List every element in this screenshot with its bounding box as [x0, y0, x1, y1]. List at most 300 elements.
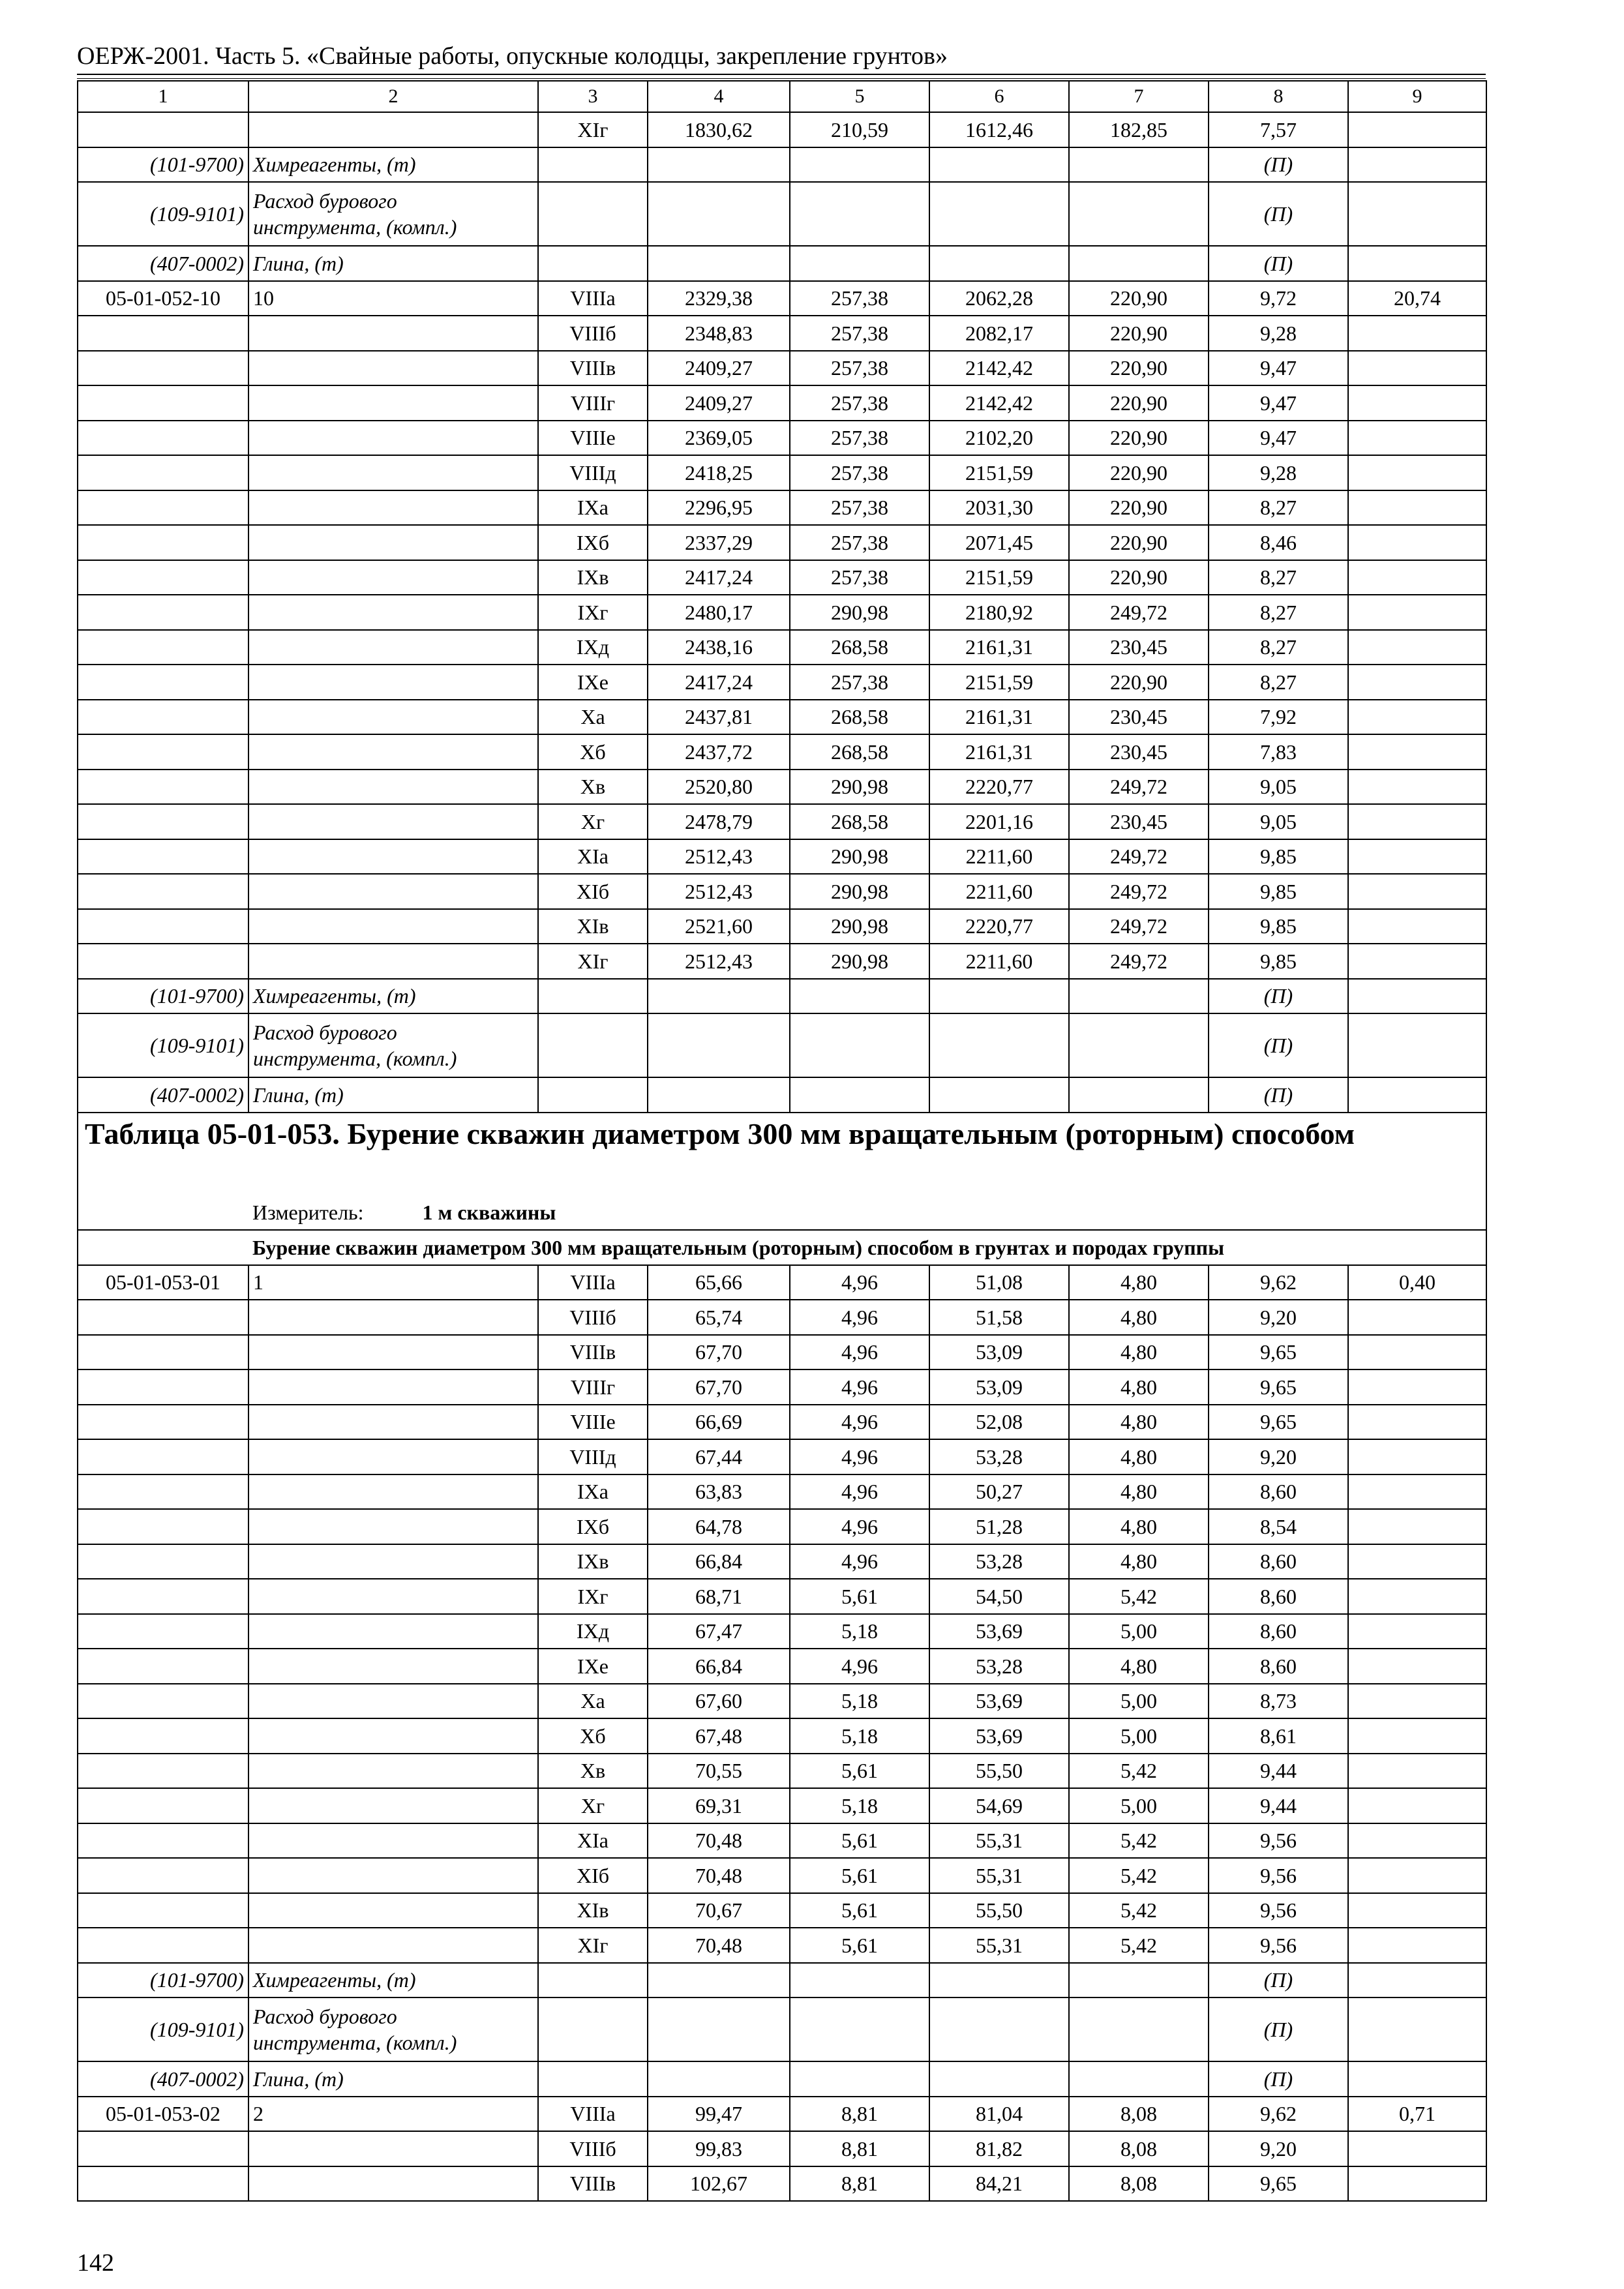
table-row	[78, 1928, 1486, 1963]
empty-cell	[78, 1509, 248, 1544]
empty-cell	[78, 1579, 248, 1614]
empty-cell	[248, 1928, 538, 1963]
value-cell: 2437,72	[648, 734, 790, 770]
value-cell: 53,28	[929, 1439, 1069, 1474]
value-cell: 8,73	[1209, 1684, 1348, 1719]
value-cell: 2438,16	[648, 630, 790, 665]
value-cell: 4,96	[790, 1509, 929, 1544]
rate-name: 2	[248, 2097, 538, 2132]
soil-class: Xв	[538, 1754, 648, 1789]
value-cell: 2161,31	[929, 630, 1069, 665]
empty-cell	[1348, 1509, 1486, 1544]
value-cell: 2520,80	[648, 770, 790, 805]
value-cell: 257,38	[790, 490, 929, 526]
value-cell: 5,61	[790, 1858, 929, 1893]
soil-class: VIIIа	[538, 281, 648, 316]
value-cell: 70,67	[648, 1893, 790, 1928]
empty-cell	[78, 351, 248, 386]
value-cell: 55,31	[929, 1928, 1069, 1963]
value-cell: 220,90	[1069, 455, 1209, 490]
empty-cell	[1348, 490, 1486, 526]
value-cell: 2151,59	[929, 665, 1069, 700]
value-cell: 2512,43	[648, 839, 790, 875]
value-cell: 5,18	[790, 1614, 929, 1649]
empty-cell	[1348, 1300, 1486, 1335]
soil-class: IXд	[538, 1614, 648, 1649]
value-cell: 268,58	[790, 700, 929, 735]
table-row	[78, 1579, 1486, 1614]
resource-name	[248, 1963, 538, 1998]
empty-cell	[78, 1754, 248, 1789]
column-number: 9	[1348, 81, 1486, 112]
value-cell: 55,31	[929, 1858, 1069, 1893]
empty-cell	[1348, 839, 1486, 875]
empty-cell	[78, 1788, 248, 1823]
value-cell: 2102,20	[929, 421, 1069, 456]
value-cell: 8,60	[1209, 1474, 1348, 1510]
empty-cell	[1069, 1997, 1209, 2061]
empty-cell	[248, 351, 538, 386]
value-cell: 9,28	[1209, 455, 1348, 490]
value-cell: 249,72	[1069, 839, 1209, 875]
resource-name	[248, 147, 538, 183]
empty-cell	[1348, 2061, 1486, 2097]
value-cell: 2296,95	[648, 490, 790, 526]
value-cell: 8,60	[1209, 1544, 1348, 1579]
empty-cell	[248, 316, 538, 351]
resource-code: (109-9101)	[78, 182, 248, 246]
table-row	[78, 421, 1486, 456]
soil-class: IXг	[538, 1579, 648, 1614]
resource-mark: (П)	[1209, 1013, 1348, 1077]
value-cell: 53,28	[929, 1649, 1069, 1684]
empty-cell	[1348, 1858, 1486, 1893]
empty-cell	[78, 1649, 248, 1684]
empty-cell	[248, 700, 538, 735]
value-cell: 230,45	[1069, 700, 1209, 735]
column-number: 4	[648, 81, 790, 112]
soil-class: Xв	[538, 770, 648, 805]
value-cell: 220,90	[1069, 665, 1209, 700]
value-cell: 5,18	[790, 1684, 929, 1719]
empty-cell	[78, 1439, 248, 1474]
empty-cell	[248, 1474, 538, 1510]
soil-class: Xа	[538, 700, 648, 735]
value-cell: 290,98	[790, 839, 929, 875]
value-cell: 66,69	[648, 1405, 790, 1440]
rate-name: 10	[248, 281, 538, 316]
column-number: 1	[78, 81, 248, 112]
empty-cell	[1348, 316, 1486, 351]
empty-cell	[648, 1997, 790, 2061]
empty-cell	[648, 182, 790, 246]
table-row	[78, 770, 1486, 805]
table-row	[78, 2097, 1486, 2132]
crew-value: 20,74	[1348, 281, 1486, 316]
table-row	[78, 944, 1486, 979]
value-cell: 2031,30	[929, 490, 1069, 526]
value-cell: 5,00	[1069, 1788, 1209, 1823]
empty-cell	[78, 630, 248, 665]
empty-cell	[929, 182, 1069, 246]
empty-cell	[248, 944, 538, 979]
soil-class: IXб	[538, 1509, 648, 1544]
value-cell: 8,08	[1069, 2166, 1209, 2202]
value-cell: 70,48	[648, 1823, 790, 1859]
rate-code: 05-01-052-10	[78, 281, 248, 316]
value-cell: 4,80	[1069, 1649, 1209, 1684]
empty-cell	[1348, 112, 1486, 147]
column-number: 5	[790, 81, 929, 112]
resource-row	[78, 1013, 1486, 1077]
empty-cell	[1348, 385, 1486, 421]
value-cell: 9,72	[1209, 281, 1348, 316]
value-cell: 2512,43	[648, 944, 790, 979]
resource-name-line: инструмента, (компл.)	[253, 1047, 457, 1070]
value-cell: 55,31	[929, 1823, 1069, 1859]
empty-cell	[248, 112, 538, 147]
value-cell: 9,65	[1209, 2166, 1348, 2202]
resource-mark: (П)	[1209, 2061, 1348, 2097]
empty-cell	[1348, 909, 1486, 944]
table-row	[78, 874, 1486, 909]
empty-cell	[78, 1474, 248, 1510]
value-cell: 9,62	[1209, 1265, 1348, 1300]
empty-cell	[538, 2061, 648, 2097]
empty-cell	[538, 1997, 648, 2061]
resource-name-line: Расход бурового	[253, 189, 397, 213]
group-heading-row	[78, 1230, 1486, 1265]
value-cell: 9,85	[1209, 839, 1348, 875]
value-cell: 249,72	[1069, 874, 1209, 909]
table-row	[78, 1788, 1486, 1823]
value-cell: 9,28	[1209, 316, 1348, 351]
empty-cell	[248, 1649, 538, 1684]
value-cell: 268,58	[790, 630, 929, 665]
empty-cell	[538, 246, 648, 281]
empty-cell	[1348, 734, 1486, 770]
resource-code: (407-0002)	[78, 1077, 248, 1113]
value-cell: 9,20	[1209, 1439, 1348, 1474]
empty-cell	[648, 1963, 790, 1998]
value-cell: 5,00	[1069, 1684, 1209, 1719]
value-cell: 8,81	[790, 2131, 929, 2166]
value-cell: 230,45	[1069, 804, 1209, 839]
value-cell: 220,90	[1069, 421, 1209, 456]
empty-cell	[78, 112, 248, 147]
value-cell: 5,61	[790, 1893, 929, 1928]
empty-cell	[248, 874, 538, 909]
empty-cell	[1348, 1439, 1486, 1474]
empty-cell	[248, 490, 538, 526]
resource-name-line: Глина, (т)	[253, 1083, 344, 1107]
empty-cell	[929, 246, 1069, 281]
soil-class: XIг	[538, 1928, 648, 1963]
empty-cell	[78, 734, 248, 770]
resource-name-line: Химреагенты, (т)	[253, 153, 416, 177]
empty-cell	[78, 1858, 248, 1893]
value-cell: 290,98	[790, 874, 929, 909]
resource-row	[78, 2061, 1486, 2097]
crew-value: 0,71	[1348, 2097, 1486, 2132]
value-cell: 2417,24	[648, 665, 790, 700]
value-cell: 66,84	[648, 1649, 790, 1684]
value-cell: 2478,79	[648, 804, 790, 839]
resource-name	[248, 1997, 538, 2061]
soil-class: VIIIб	[538, 2131, 648, 2166]
value-cell: 5,18	[790, 1788, 929, 1823]
value-cell: 2151,59	[929, 455, 1069, 490]
value-cell: 7,83	[1209, 734, 1348, 770]
empty-cell	[78, 560, 248, 595]
value-cell: 9,56	[1209, 1893, 1348, 1928]
table-row	[78, 1823, 1486, 1859]
value-cell: 1830,62	[648, 112, 790, 147]
value-cell: 67,47	[648, 1614, 790, 1649]
value-cell: 53,09	[929, 1369, 1069, 1405]
resource-name-line: Глина, (т)	[253, 2067, 344, 2091]
value-cell: 257,38	[790, 385, 929, 421]
value-cell: 257,38	[790, 525, 929, 560]
value-cell: 5,00	[1069, 1614, 1209, 1649]
value-cell: 8,46	[1209, 525, 1348, 560]
value-cell: 9,20	[1209, 1300, 1348, 1335]
empty-cell	[1348, 804, 1486, 839]
value-cell: 2369,05	[648, 421, 790, 456]
empty-cell	[248, 385, 538, 421]
table-row	[78, 1754, 1486, 1789]
value-cell: 5,61	[790, 1579, 929, 1614]
table-row	[78, 909, 1486, 944]
value-cell: 4,80	[1069, 1369, 1209, 1405]
empty-cell	[1348, 700, 1486, 735]
resource-name-line: Химреагенты, (т)	[253, 984, 416, 1008]
value-cell: 7,92	[1209, 700, 1348, 735]
rate-code: 05-01-053-01	[78, 1265, 248, 1300]
empty-cell	[1348, 1544, 1486, 1579]
value-cell: 2220,77	[929, 909, 1069, 944]
empty-cell	[248, 2131, 538, 2166]
resource-mark: (П)	[1209, 1963, 1348, 1998]
value-cell: 4,80	[1069, 1405, 1209, 1440]
soil-class: VIIIд	[538, 455, 648, 490]
table-row	[78, 1509, 1486, 1544]
resource-row	[78, 1997, 1486, 2061]
empty-cell	[78, 1928, 248, 1963]
value-cell: 220,90	[1069, 351, 1209, 386]
empty-cell	[248, 1893, 538, 1928]
empty-cell	[78, 1893, 248, 1928]
empty-cell	[1069, 147, 1209, 183]
resource-name-line: инструмента, (компл.)	[253, 215, 457, 239]
column-number: 6	[929, 81, 1069, 112]
value-cell: 7,57	[1209, 112, 1348, 147]
table-row	[78, 316, 1486, 351]
table-title-row	[78, 1113, 1486, 1195]
table-row	[78, 1474, 1486, 1510]
value-cell: 5,61	[790, 1823, 929, 1859]
empty-cell	[78, 1195, 248, 1230]
value-cell: 4,96	[790, 1649, 929, 1684]
soil-class: VIIIе	[538, 1405, 648, 1440]
resource-code: (407-0002)	[78, 246, 248, 281]
value-cell: 1612,46	[929, 112, 1069, 147]
empty-cell	[1348, 560, 1486, 595]
value-cell: 290,98	[790, 944, 929, 979]
value-cell: 2348,83	[648, 316, 790, 351]
soil-class: XIв	[538, 909, 648, 944]
empty-cell	[1348, 1474, 1486, 1510]
value-cell: 2409,27	[648, 385, 790, 421]
value-cell: 2142,42	[929, 385, 1069, 421]
soil-class: XIа	[538, 1823, 648, 1859]
empty-cell	[248, 1788, 538, 1823]
soil-class: VIIIв	[538, 351, 648, 386]
value-cell: 2211,60	[929, 944, 1069, 979]
empty-cell	[1348, 182, 1486, 246]
resource-mark: (П)	[1209, 147, 1348, 183]
value-cell: 67,60	[648, 1684, 790, 1719]
empty-cell	[1348, 1405, 1486, 1440]
value-cell: 8,81	[790, 2097, 929, 2132]
soil-class: Xг	[538, 804, 648, 839]
value-cell: 51,08	[929, 1265, 1069, 1300]
value-cell: 102,67	[648, 2166, 790, 2202]
value-cell: 5,42	[1069, 1893, 1209, 1928]
value-cell: 8,27	[1209, 630, 1348, 665]
empty-cell	[1348, 630, 1486, 665]
value-cell: 9,65	[1209, 1369, 1348, 1405]
value-cell: 9,62	[1209, 2097, 1348, 2132]
resource-row	[78, 1077, 1486, 1113]
value-cell: 257,38	[790, 665, 929, 700]
empty-cell	[1348, 944, 1486, 979]
value-cell: 68,71	[648, 1579, 790, 1614]
empty-cell	[78, 874, 248, 909]
empty-cell	[78, 595, 248, 630]
empty-cell	[790, 979, 929, 1014]
resource-name-line: Расход бурового	[253, 2005, 397, 2028]
soil-class: VIIIб	[538, 316, 648, 351]
empty-cell	[248, 455, 538, 490]
value-cell: 9,47	[1209, 421, 1348, 456]
empty-cell	[1348, 525, 1486, 560]
resource-mark: (П)	[1209, 246, 1348, 281]
value-cell: 257,38	[790, 455, 929, 490]
value-cell: 2329,38	[648, 281, 790, 316]
empty-cell	[538, 1013, 648, 1077]
value-cell: 2201,16	[929, 804, 1069, 839]
resource-row	[78, 1963, 1486, 1998]
empty-cell	[648, 147, 790, 183]
empty-cell	[78, 2131, 248, 2166]
resource-name-line: Химреагенты, (т)	[253, 1968, 416, 1992]
value-cell: 9,44	[1209, 1754, 1348, 1789]
empty-cell	[78, 1405, 248, 1440]
value-cell: 65,66	[648, 1265, 790, 1300]
value-cell: 8,60	[1209, 1649, 1348, 1684]
value-cell: 53,69	[929, 1718, 1069, 1754]
value-cell: 2418,25	[648, 455, 790, 490]
table-title: Таблица 05-01-053. Бурение скважин диаметром 300 мм вращательным (роторным) способом	[78, 1113, 1486, 1195]
value-cell: 257,38	[790, 351, 929, 386]
empty-cell	[78, 1614, 248, 1649]
empty-cell	[78, 316, 248, 351]
value-cell: 2142,42	[929, 351, 1069, 386]
empty-cell	[1069, 2061, 1209, 2097]
value-cell: 9,85	[1209, 909, 1348, 944]
value-cell: 2082,17	[929, 316, 1069, 351]
table-row	[78, 734, 1486, 770]
value-cell: 5,42	[1069, 1928, 1209, 1963]
empty-cell	[248, 1579, 538, 1614]
empty-cell	[929, 1013, 1069, 1077]
empty-cell	[1348, 1077, 1486, 1113]
empty-cell	[248, 1754, 538, 1789]
value-cell: 8,54	[1209, 1509, 1348, 1544]
header-rule	[77, 74, 1486, 75]
soil-class: VIIIе	[538, 421, 648, 456]
empty-cell	[78, 1684, 248, 1719]
value-cell: 9,56	[1209, 1823, 1348, 1859]
table-row	[78, 1439, 1486, 1474]
empty-cell	[78, 1823, 248, 1859]
value-cell: 2211,60	[929, 839, 1069, 875]
empty-cell	[248, 2166, 538, 2202]
resource-mark: (П)	[1209, 1077, 1348, 1113]
empty-cell	[78, 909, 248, 944]
value-cell: 54,69	[929, 1788, 1069, 1823]
value-cell: 249,72	[1069, 909, 1209, 944]
value-cell: 8,27	[1209, 665, 1348, 700]
value-cell: 182,85	[1069, 112, 1209, 147]
value-cell: 67,48	[648, 1718, 790, 1754]
value-cell: 54,50	[929, 1579, 1069, 1614]
table-row	[78, 1858, 1486, 1893]
value-cell: 67,44	[648, 1439, 790, 1474]
value-cell: 67,70	[648, 1335, 790, 1370]
value-cell: 63,83	[648, 1474, 790, 1510]
table-row	[78, 490, 1486, 526]
empty-cell	[248, 909, 538, 944]
value-cell: 99,47	[648, 2097, 790, 2132]
value-cell: 8,08	[1069, 2097, 1209, 2132]
value-cell: 220,90	[1069, 490, 1209, 526]
table-row	[78, 560, 1486, 595]
empty-cell	[78, 1369, 248, 1405]
value-cell: 9,20	[1209, 2131, 1348, 2166]
value-cell: 9,47	[1209, 385, 1348, 421]
column-number-row	[78, 81, 1486, 112]
value-cell: 4,96	[790, 1300, 929, 1335]
value-cell: 2161,31	[929, 734, 1069, 770]
empty-cell	[790, 1077, 929, 1113]
value-cell: 64,78	[648, 1509, 790, 1544]
value-cell: 70,48	[648, 1858, 790, 1893]
value-cell: 220,90	[1069, 560, 1209, 595]
table-row	[78, 1614, 1486, 1649]
soil-class: IXд	[538, 630, 648, 665]
value-cell: 2512,43	[648, 874, 790, 909]
empty-cell	[78, 525, 248, 560]
measure-row	[78, 1195, 1486, 1230]
page-number: 142	[77, 2249, 114, 2277]
value-cell: 2220,77	[929, 770, 1069, 805]
empty-cell	[78, 2166, 248, 2202]
column-number: 8	[1209, 81, 1348, 112]
table-row	[78, 1335, 1486, 1370]
empty-cell	[790, 147, 929, 183]
